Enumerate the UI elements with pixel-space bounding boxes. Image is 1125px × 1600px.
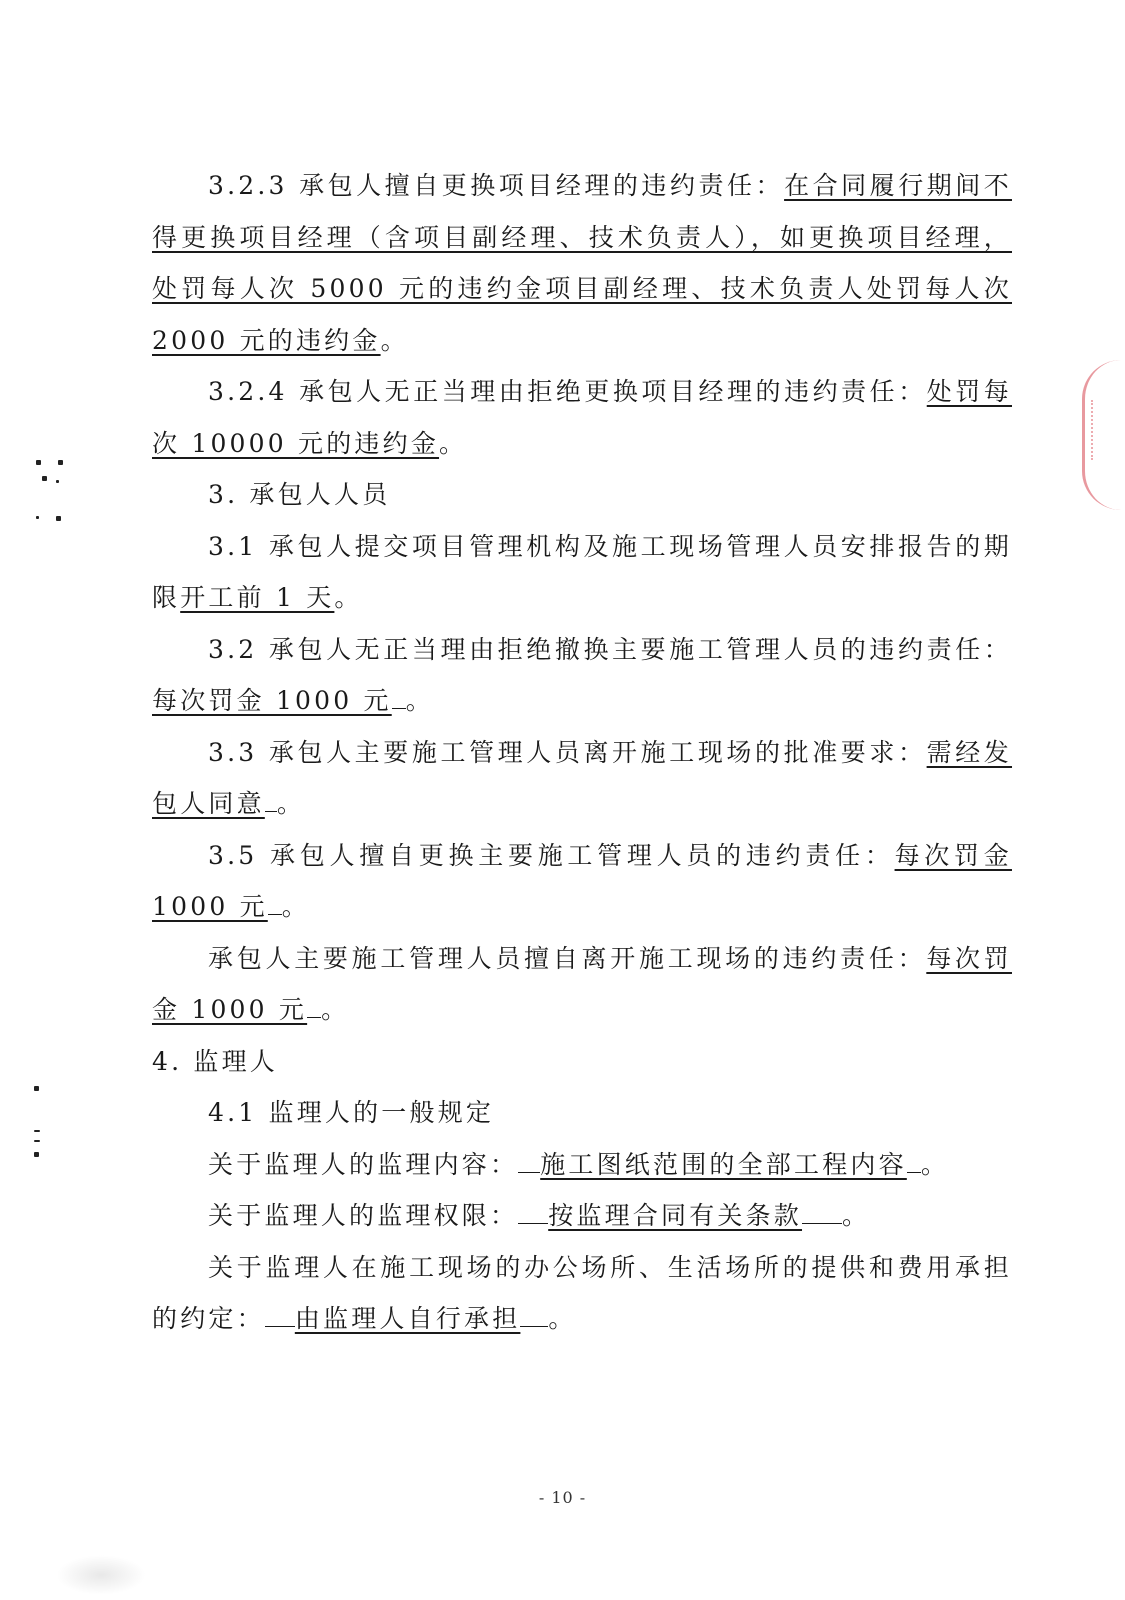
binding-mark (36, 460, 41, 465)
clause-label: 3.2.4 承包人无正当理由拒绝更换项目经理的违约责任： (208, 377, 927, 406)
blank-pad (265, 1296, 295, 1327)
section-4-heading: 4. 监理人 (152, 1046, 278, 1076)
blank-pad (518, 1142, 540, 1173)
document-body (152, 160, 1012, 1345)
clause-3-2-4 (152, 366, 1012, 469)
clause-fill-value: 需经发包人同意 (152, 737, 1013, 818)
clause-supervision-authority (152, 1190, 1012, 1242)
clause-fill-value: 每次罚金 1000 元 (152, 840, 1012, 921)
blank-pad (307, 987, 321, 1018)
binding-mark (58, 460, 63, 465)
clause-office-provision (152, 1242, 1012, 1345)
clause-fill-value: 开工前 1 天 (180, 583, 335, 612)
clause-3-5 (152, 830, 1012, 933)
blank-pad (907, 1142, 921, 1173)
binding-mark (34, 1130, 40, 1132)
clause-fill-value: 在合同履行期间不得更换项目经理（含项目副经理、技术负责人），如更换项目经理，处罚每人次 5000 元的违约金项目副经理、技术负责人处罚每人次 2000 元的违约金 (152, 171, 1012, 355)
clause-end: 。 (548, 1304, 577, 1333)
clause-end: 。 (439, 428, 468, 458)
clause-fill-value: 施工图纸范围的全部工程内容 (540, 1149, 907, 1179)
clause-3-3 (152, 727, 1012, 830)
binding-mark (56, 516, 61, 521)
blank-pad (802, 1193, 842, 1224)
clause-end: 。 (276, 789, 306, 818)
clause-supervision-content (152, 1139, 1012, 1191)
subsection-4-1-heading: 4.1 监理人的一般规定 (208, 1098, 495, 1127)
clause-3-2-3 (152, 160, 1012, 366)
clause-end: 。 (405, 686, 434, 715)
section-3-heading: 3. 承包人人员 (208, 480, 391, 509)
clause-fill-value: 按监理合同有关条款 (548, 1201, 803, 1230)
clause-label: 3.1 承包人提交项目管理机构及施工现场管理人员安排报告的期限 (152, 531, 1012, 612)
binding-mark (34, 1140, 40, 1142)
clause-end: 。 (380, 325, 409, 355)
scan-shadow (56, 1555, 146, 1595)
clause-fill-value: 处罚每次 10000 元的违约金 (152, 377, 1012, 458)
clause-fill-value: 由监理人自行承担 (294, 1304, 521, 1333)
clause-3-1 (152, 521, 1012, 624)
clause-end: 。 (842, 1201, 871, 1230)
clause-3-2 (152, 624, 1012, 727)
clause-label: 3.3 承包人主要施工管理人员离开施工现场的批准要求： (208, 737, 927, 767)
clause-label: 关于监理人的监理权限： (208, 1201, 519, 1230)
clause-label: 3.2.3 承包人擅自更换项目经理的违约责任： (208, 171, 785, 200)
clause-end: 。 (321, 995, 350, 1024)
binding-hole-marks (34, 460, 74, 1180)
blank-pad (520, 1296, 548, 1327)
binding-mark (42, 476, 47, 481)
clause-fill-value: 每次罚金 1000 元 (152, 943, 1012, 1024)
seal-stamp-edge (1082, 360, 1121, 510)
page-number: - 10 - (538, 1488, 587, 1507)
clause-end: 。 (281, 892, 310, 921)
clause-leave-site (152, 933, 1012, 1036)
clause-label: 3.2 承包人无正当理由拒绝撤换主要施工管理人员的违约责任： (208, 634, 1012, 664)
blank-pad (268, 884, 282, 915)
binding-mark (36, 516, 39, 519)
clause-end: 。 (920, 1149, 950, 1179)
clause-label: 关于监理人在施工现场的办公场所、生活场所的提供和费用承担的约定： (152, 1252, 1012, 1333)
blank-pad (392, 678, 406, 709)
binding-mark (56, 480, 59, 483)
clause-label: 承包人主要施工管理人员擅自离开施工现场的违约责任： (208, 943, 927, 973)
blank-pad (518, 1193, 548, 1224)
binding-mark (34, 1152, 39, 1157)
binding-mark (34, 1086, 39, 1091)
blank-pad (265, 781, 277, 812)
clause-fill-value: 每次罚金 1000 元 (152, 686, 392, 715)
clause-end: 。 (334, 583, 363, 612)
clause-label: 关于监理人的监理内容： (208, 1149, 519, 1179)
clause-label: 3.5 承包人擅自更换主要施工管理人员的违约责任： (208, 840, 895, 870)
